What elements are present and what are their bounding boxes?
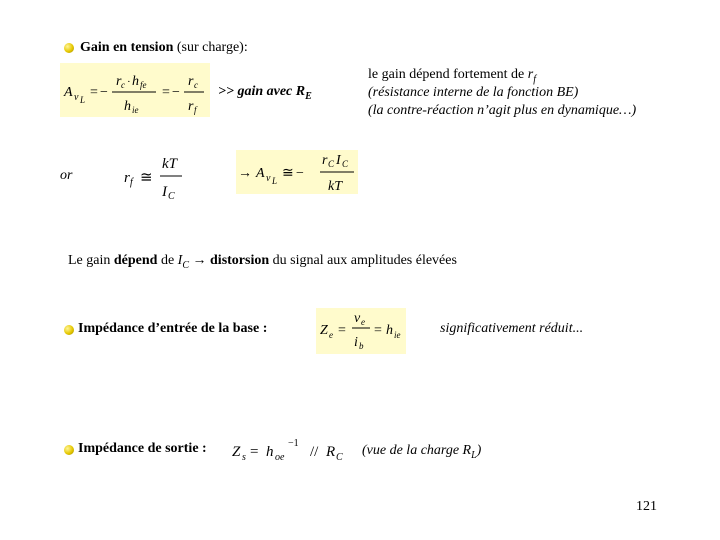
svg-text:ie: ie [394, 330, 401, 340]
svg-text://: // [310, 444, 319, 460]
distortion-p1: Le gain [68, 253, 114, 268]
svg-text:·: · [127, 76, 131, 88]
avl-approx-formula-svg [236, 150, 358, 194]
ze-formula-svg [316, 308, 406, 354]
svg-text:r: r [116, 74, 122, 89]
or-label: or [60, 168, 73, 183]
distortion-p3: de [157, 253, 178, 268]
svg-text:s: s [242, 452, 246, 463]
svg-text:c: c [194, 80, 198, 90]
section3-label: Impédance de sortie : [78, 441, 207, 456]
section1-heading-bold: Gain en tension [80, 40, 174, 55]
svg-text:=: = [90, 85, 98, 100]
ic-var: I [177, 253, 183, 268]
gain-depend-line2: (résistance interne de la fonction BE) [368, 85, 579, 100]
svg-text:b: b [359, 341, 364, 351]
svg-text:C: C [328, 159, 335, 169]
rf-sub: f [533, 73, 537, 85]
rf-formula-svg [122, 150, 192, 204]
svg-text:C: C [342, 159, 349, 169]
bullet-icon [64, 445, 74, 455]
svg-text:e: e [329, 330, 333, 340]
svg-text:i: i [354, 335, 358, 350]
distortion-p4: distorsion [210, 253, 270, 268]
ze-formula [316, 308, 406, 354]
distortion-line [68, 253, 457, 274]
svg-text:f: f [130, 177, 133, 188]
ic-sub: C [182, 259, 190, 271]
svg-text:A: A [64, 85, 73, 100]
avl-approx-formula [236, 150, 358, 194]
section1-heading [80, 40, 248, 56]
svg-text:fe: fe [140, 80, 147, 90]
svg-text:=: = [374, 323, 382, 338]
svg-text:I: I [336, 153, 341, 168]
svg-text:v: v [74, 92, 79, 103]
svg-text:h: h [124, 99, 131, 114]
gain-depend-line1-text: le gain dépend fortement de [368, 67, 528, 82]
svg-text:Z: Z [320, 323, 328, 338]
section3-note-text: (vue de la charge R [362, 443, 472, 458]
rf-var: r [527, 67, 534, 82]
svg-text:I: I [162, 184, 167, 200]
svg-text:C: C [336, 452, 343, 463]
bullet-icon [64, 43, 74, 53]
section3-note [362, 443, 481, 464]
gain-formula [60, 63, 210, 117]
rf-formula [122, 150, 192, 204]
svg-text:e: e [361, 317, 365, 327]
svg-text:≅: ≅ [140, 170, 153, 186]
svg-text:L: L [80, 95, 86, 105]
svg-text:kT: kT [162, 156, 177, 172]
gain-note [218, 84, 312, 105]
gain-note-sub: E [305, 90, 312, 102]
svg-text:≅: ≅ [282, 166, 294, 181]
svg-text:h: h [132, 74, 139, 89]
svg-text:→: → [238, 166, 252, 181]
svg-text:r: r [188, 99, 194, 114]
svg-text:h: h [266, 444, 274, 460]
section1-heading-rest: (sur charge): [173, 40, 248, 55]
svg-text:v: v [354, 311, 361, 326]
zs-formula [230, 434, 350, 464]
svg-text:−: − [172, 85, 180, 100]
distortion-arrow: → [189, 253, 211, 268]
svg-text:r: r [322, 153, 328, 168]
page-number: 121 [636, 499, 657, 514]
section2-label: Impédance d’entrée de la base : [78, 321, 268, 336]
svg-text:c: c [121, 80, 125, 90]
svg-text:=: = [338, 323, 346, 338]
svg-text:A: A [256, 166, 265, 181]
svg-text:v: v [266, 173, 271, 184]
svg-text:f: f [194, 105, 197, 115]
gain-note-text: >> gain avec R [218, 84, 306, 99]
section2-note: significativement réduit... [440, 321, 584, 336]
svg-text:Z: Z [232, 444, 241, 460]
svg-text:h: h [386, 323, 393, 338]
svg-text:kT: kT [328, 179, 342, 194]
svg-text:L: L [272, 176, 278, 186]
svg-text:r: r [188, 74, 194, 89]
section3-note-sub: L [471, 449, 477, 461]
distortion-p5: du signal aux amplitudes élevées [269, 253, 457, 268]
distortion-p2: dépend [113, 253, 158, 268]
svg-text:C: C [168, 191, 175, 202]
svg-text:−: − [296, 166, 304, 181]
svg-text:oe: oe [275, 452, 285, 463]
gain-formula-svg [60, 63, 210, 117]
svg-text:−: − [100, 85, 108, 100]
svg-text:−1: −1 [288, 438, 299, 449]
svg-text:=: = [250, 444, 259, 460]
gain-depend-line3: (la contre-réaction n’agit plus en dynamique…) [368, 103, 637, 118]
section3-note-end: ) [476, 443, 482, 458]
svg-text:r: r [124, 170, 130, 186]
bullet-icon [64, 325, 74, 335]
svg-text:ie: ie [132, 105, 139, 115]
svg-text:=: = [162, 85, 170, 100]
zs-formula-svg [230, 434, 350, 464]
svg-text:R: R [326, 444, 336, 460]
